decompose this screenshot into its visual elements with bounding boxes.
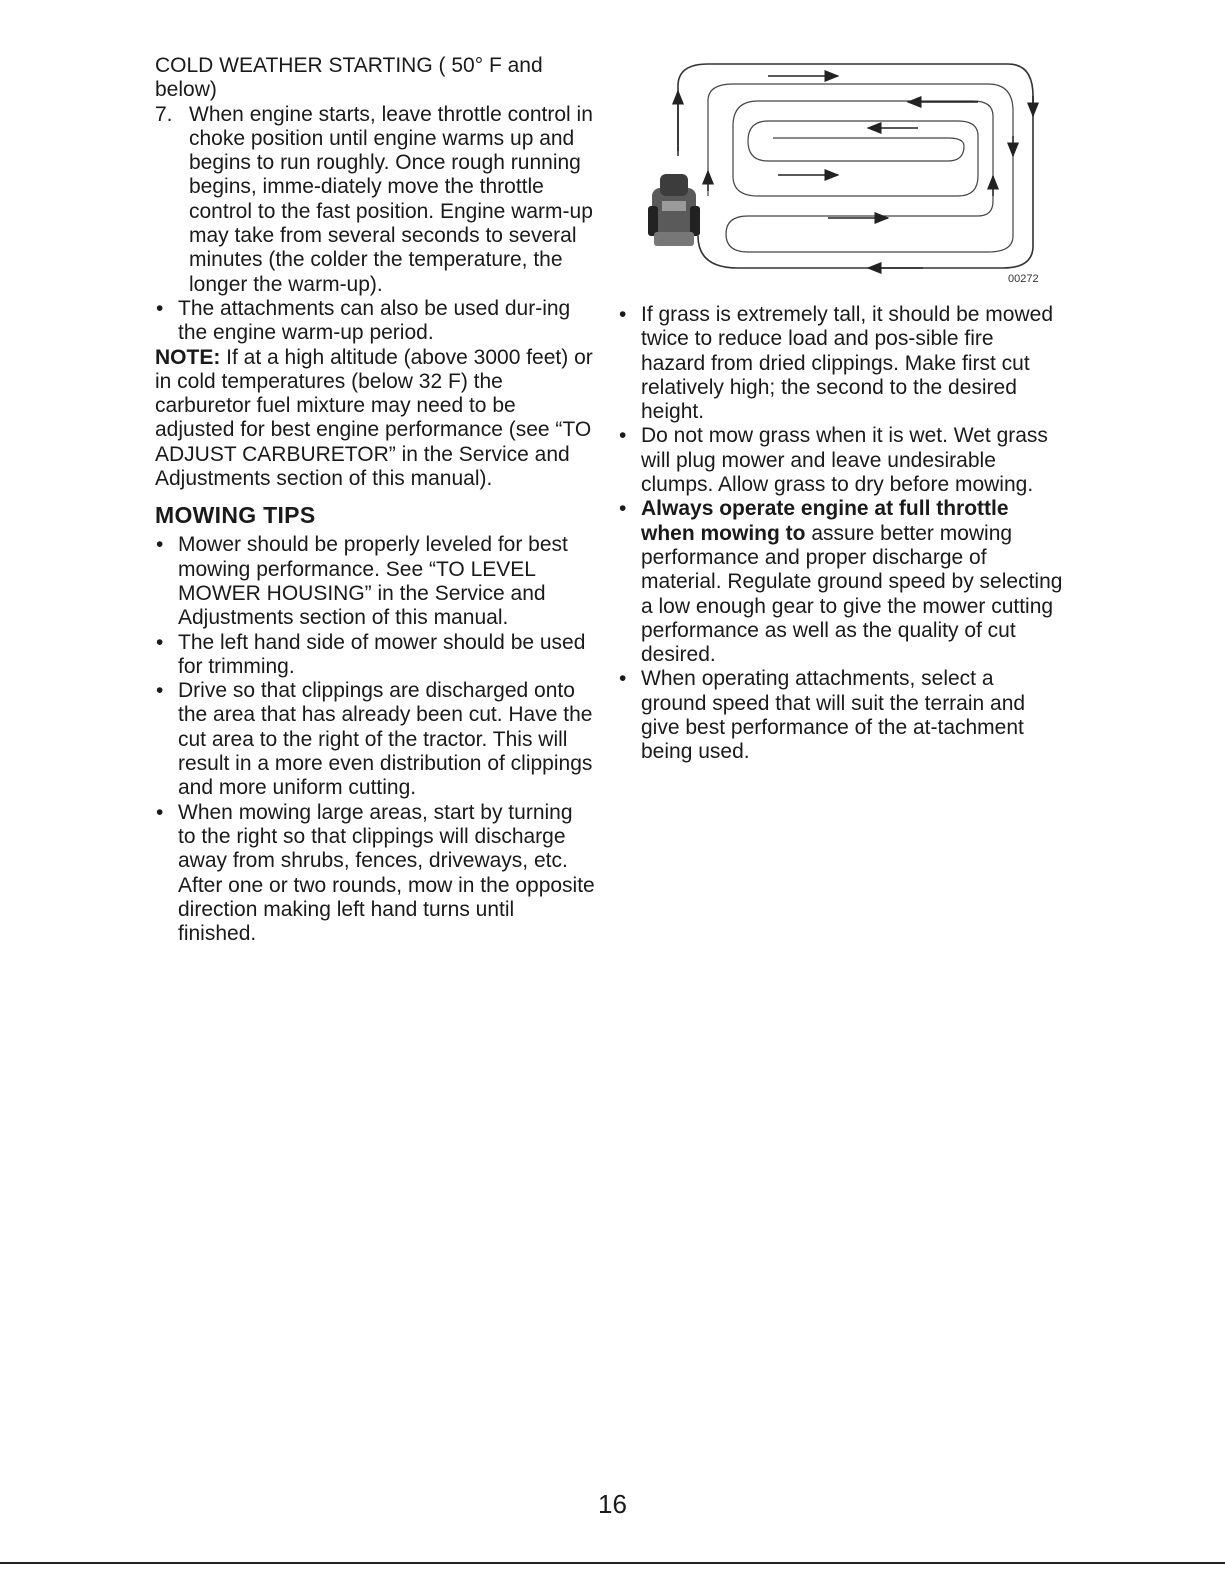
step-number: 7. xyxy=(155,102,173,126)
tractor-icon xyxy=(648,174,700,246)
note-paragraph xyxy=(155,346,595,492)
attachments-bullet xyxy=(155,297,595,346)
list-item xyxy=(155,631,595,680)
list-item xyxy=(155,679,595,800)
bullet-text: assure better mowing performance and proper discharge of material. Regulate ground speed by selecting a low enough gear to give the mower cutting performance as well as the quality of cut desired. xyxy=(641,521,1063,667)
bullet-bold-text: Always operate engine at full throttle when mowing to xyxy=(641,497,1009,545)
bullet-text: Do not mow grass when it is wet. Wet grass will plug mower and leave undesirable clumps. Allow grass to dry before mowing. xyxy=(641,424,1048,497)
bullet-text: The left hand side of mower should be used for trimming. xyxy=(178,630,586,678)
bullet-text: Mower should be properly leveled for best mowing performance. See “TO LEVEL MOWER HOUSING” in the Service and Adjustments section of this manual. xyxy=(178,533,568,630)
bullet-dot: • xyxy=(156,679,164,703)
bullet-dot: • xyxy=(156,630,164,654)
bullet-text: The attachments can also be used dur-ing the engine warm-up period. xyxy=(178,296,571,345)
bullet-text: If grass is extremely tall, it should be mowed twice to reduce load and pos-sible fire hazard from dried clippings. Make first cut relatively high; the second to the desired height. xyxy=(641,303,1054,424)
cold-weather-heading: COLD WEATHER STARTING ( 50° F and below) xyxy=(155,54,543,102)
step-text: When engine starts, leave throttle control in choke position until engine warms up and begins to run roughly. Once rough running begins, imme-diately move the throttle control to the fast position. Engine warm-up may take from several seconds to several minutes (the colder the temperature, the longer the warm-up). xyxy=(189,102,593,296)
bullet-dot: • xyxy=(156,296,164,320)
list-item xyxy=(618,497,1063,667)
bullet-dot: • xyxy=(619,497,627,521)
bullet-dot: • xyxy=(156,533,164,557)
mowing-path-ring-2 xyxy=(708,84,1013,252)
left-column xyxy=(155,54,595,946)
list-item xyxy=(155,801,595,947)
list-item xyxy=(155,533,595,630)
right-column xyxy=(618,303,1063,765)
bullet-text: When operating attachments, select a ground speed that will suit the terrain and give best performance of the at-tachment being used. xyxy=(641,667,1026,764)
mowing-pattern-figure xyxy=(648,56,1048,288)
bullet-dot: • xyxy=(619,667,627,691)
note-label: NOTE: xyxy=(155,345,221,369)
section-title-mowing-tips: MOWING TIPS xyxy=(155,502,316,529)
figure-code: 00272 xyxy=(1008,273,1039,285)
bullet-text: When mowing large areas, start by turning to the right so that clippings will discharge away from shrubs, fences, driveways, etc. After one or two rounds, mow in the opposite direction making left hand turns until finished. xyxy=(178,800,595,946)
bullet-text: Drive so that clippings are discharged onto the area that has already been cut. Have the cut area to the right of the tractor. This will result in a more even distribution of clippings and more uniform cutting. xyxy=(178,679,593,800)
list-item xyxy=(618,667,1063,764)
bullet-dot: • xyxy=(619,303,627,326)
page-number: 16 xyxy=(598,1489,627,1519)
mowing-path-outer xyxy=(678,64,1033,268)
bottom-rule xyxy=(0,1562,1225,1564)
step-7 xyxy=(155,103,595,297)
bullet-dot: • xyxy=(619,424,627,448)
list-item xyxy=(618,303,1063,424)
bullet-dot: • xyxy=(156,800,164,824)
list-item xyxy=(618,424,1063,497)
note-text: If at a high altitude (above 3000 feet) or in cold temperatures (below 32 F) the carburetor fuel mixture may need to be adjusted for best engine performance (see “TO ADJUST CARBURETOR” in the Service and Adjustments section of this manual). xyxy=(155,345,593,491)
